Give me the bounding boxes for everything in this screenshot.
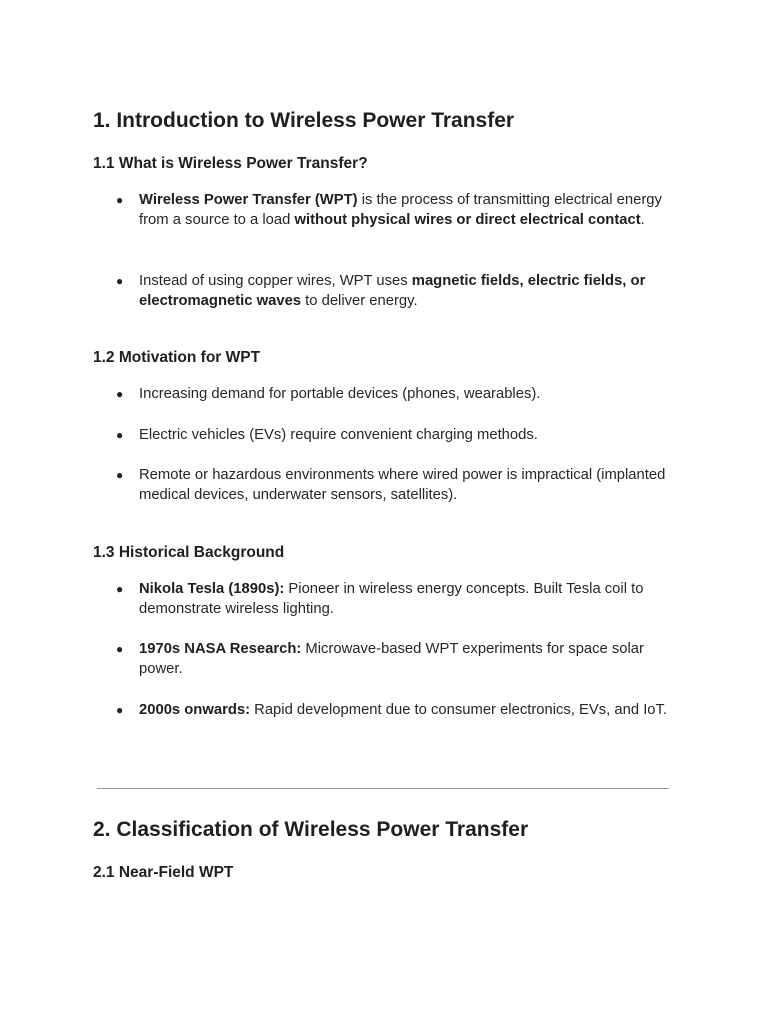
bullet-icon: ●: [116, 387, 124, 401]
bullet-icon: ●: [116, 468, 124, 482]
list-item: [116, 384, 669, 404]
section-1-heading: 1. Introduction to Wireless Power Transfer: [93, 109, 515, 132]
section-divider: [97, 788, 669, 789]
bullet-icon: ●: [116, 193, 124, 207]
list-item: [116, 639, 669, 679]
bold-term: without physical wires or direct electrical contact: [294, 212, 641, 228]
item-text: is the process of transmitting electrical energy from a source to a load: [139, 192, 662, 228]
list-item: [116, 190, 669, 230]
subsection-1-1-heading: 1.1 What is Wireless Power Transfer?: [93, 155, 368, 172]
section-2-heading: 2. Classification of Wireless Power Transfer: [93, 818, 529, 841]
list-item: [116, 425, 669, 445]
item-text: Increasing demand for portable devices (phones, wearables).: [139, 386, 541, 402]
item-text: Rapid development due to consumer electronics, EVs, and IoT.: [250, 702, 668, 718]
list-item: [116, 271, 669, 311]
bold-term: Wireless Power Transfer (WPT): [139, 192, 358, 208]
bullet-icon: ●: [116, 274, 124, 288]
bullet-icon: ●: [116, 582, 124, 596]
bullet-icon: ●: [116, 642, 124, 656]
bold-term: Nikola Tesla (1890s):: [139, 581, 285, 597]
bold-term: magnetic fields, electric fields, or electromagnetic waves: [139, 273, 646, 309]
bullet-icon: ●: [116, 703, 124, 717]
list-item: [116, 700, 669, 720]
item-text: Instead of using copper wires, WPT uses: [139, 273, 412, 289]
subsection-2-1-heading: 2.1 Near-Field WPT: [93, 864, 234, 881]
item-text: Pioneer in wireless energy concepts. Built Tesla coil to demonstrate wireless lighting.: [139, 581, 644, 617]
bullet-icon: ●: [116, 428, 124, 442]
list-item: [116, 579, 669, 619]
subsection-1-2-heading: 1.2 Motivation for WPT: [93, 349, 261, 366]
bold-term: 2000s onwards:: [139, 702, 251, 718]
subsection-1-3-heading: 1.3 Historical Background: [93, 544, 285, 561]
item-text: .: [640, 212, 645, 228]
item-text: Remote or hazardous environments where wired power is impractical (implanted medical devices, underwater sensors, satellites).: [139, 467, 666, 503]
item-text: Electric vehicles (EVs) require convenient charging methods.: [139, 427, 538, 443]
list-item: [116, 465, 669, 505]
bold-term: 1970s NASA Research:: [139, 641, 302, 657]
item-text: Microwave-based WPT experiments for space solar power.: [139, 641, 644, 677]
item-text: to deliver energy.: [301, 293, 418, 309]
